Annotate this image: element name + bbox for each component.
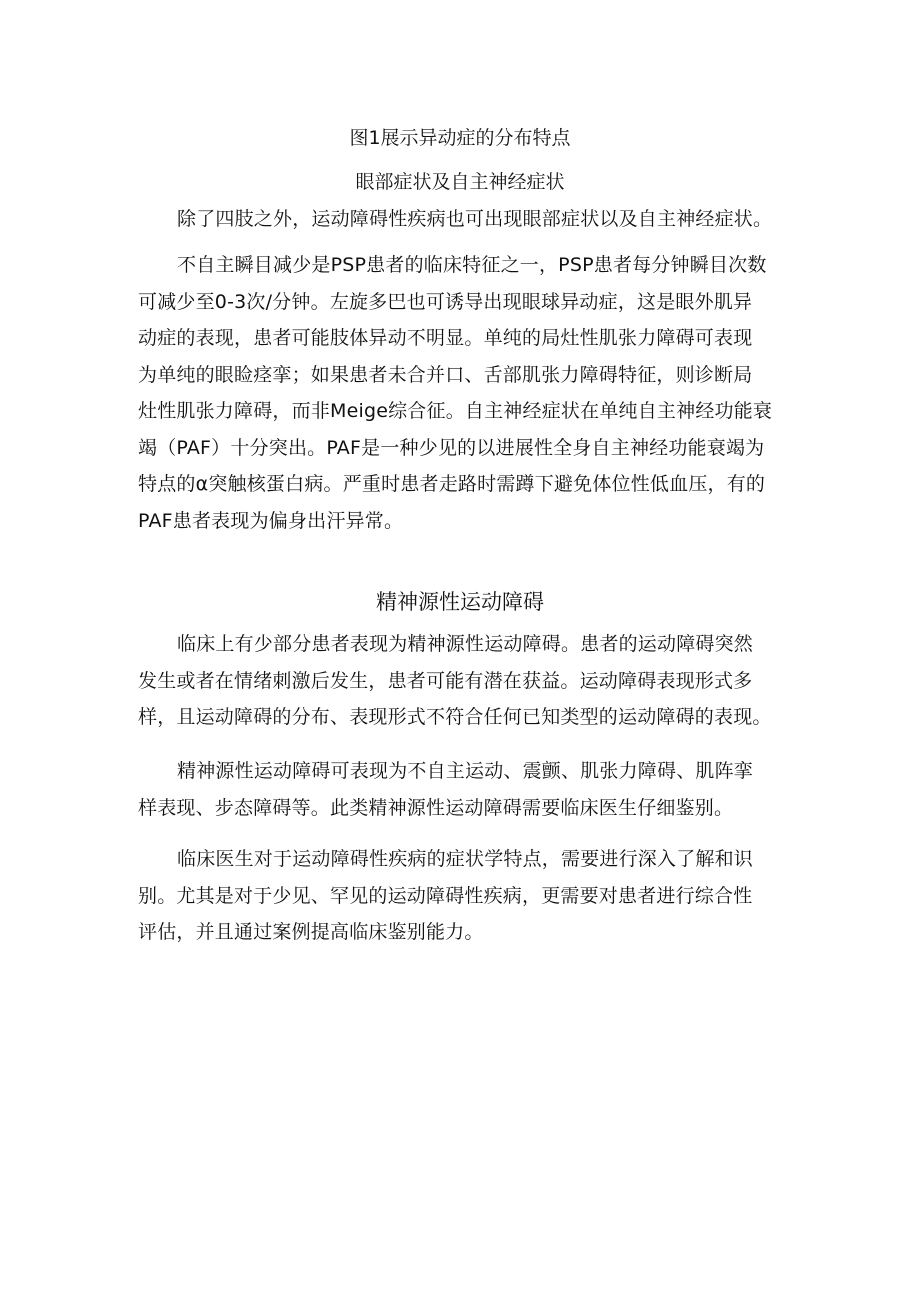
paragraph-psychogenic-2 bbox=[138, 753, 798, 826]
paragraph-line: 特点的α突触核蛋白病。严重时患者走路时需蹲下避免体位性低血压，有的 bbox=[138, 473, 766, 495]
paragraph-line: 可减少至0-3次/分钟。左旋多巴也可诱导出现眼球异动症，这是眼外肌异 bbox=[138, 290, 753, 313]
paragraph-conclusion bbox=[138, 841, 798, 951]
section-title-psychogenic: 精神源性运动障碍 bbox=[376, 590, 544, 614]
paragraph-line: 临床上有少部分患者表现为精神源性运动障碍。患者的运动障碍突然 bbox=[177, 633, 754, 655]
figure-caption: 图1展示异动症的分布特点 bbox=[349, 127, 571, 149]
paragraph-line: 临床医生对于运动障碍性疾病的症状学特点，需要进行深入了解和识 bbox=[177, 848, 754, 870]
paragraph-line: 样表现、步态障碍等。此类精神源性运动障碍需要临床医生仔细鉴别。 bbox=[138, 796, 734, 819]
paragraph-line: 为单纯的眼睑痉挛；如果患者未合并口、舌部肌张力障碍特征，则诊断局 bbox=[138, 363, 753, 386]
paragraph-psychogenic-1 bbox=[138, 626, 798, 736]
paragraph-line: 不自主瞬目减少是PSP患者的临床特征之一，PSP患者每分钟瞬目次数 bbox=[177, 254, 767, 276]
paragraph-psp-paf bbox=[138, 247, 798, 539]
paragraph-line: 竭（PAF）十分突出。PAF是一种少见的以进展性全身自主神经功能衰竭为 bbox=[138, 436, 765, 459]
paragraph-line: 别。尤其是对于少见、罕见的运动障碍性疾病，更需要对患者进行综合性 bbox=[138, 884, 753, 907]
paragraph-intro bbox=[138, 201, 798, 238]
paragraph-line: 灶性肌张力障碍，而非Meige综合征。自主神经症状在单纯自主神经功能衰 bbox=[138, 400, 773, 422]
section-title-ocular-autonomic: 眼部症状及自主神经症状 bbox=[355, 171, 565, 193]
paragraph-line: 精神源性运动障碍可表现为不自主运动、震颤、肌张力障碍、肌阵挛 bbox=[177, 760, 754, 782]
paragraph-line: 发生或者在情绪刺激后发生，患者可能有潜在获益。运动障碍表现形式多 bbox=[138, 669, 753, 692]
paragraph-line: 样，且运动障碍的分布、表现形式不符合任何已知类型的运动障碍的表现。 bbox=[138, 706, 772, 728]
paragraph-line: 动症的表现，患者可能肢体异动不明显。单纯的局灶性肌张力障碍可表现 bbox=[138, 327, 753, 349]
paragraph-line: 除了四肢之外，运动障碍性疾病也可出现眼部症状以及自主神经症状。 bbox=[177, 208, 773, 230]
paragraph-line: PAF患者表现为偏身出汗异常。 bbox=[138, 509, 404, 532]
paragraph-line: 评估，并且通过案例提高临床鉴别能力。 bbox=[138, 921, 484, 943]
